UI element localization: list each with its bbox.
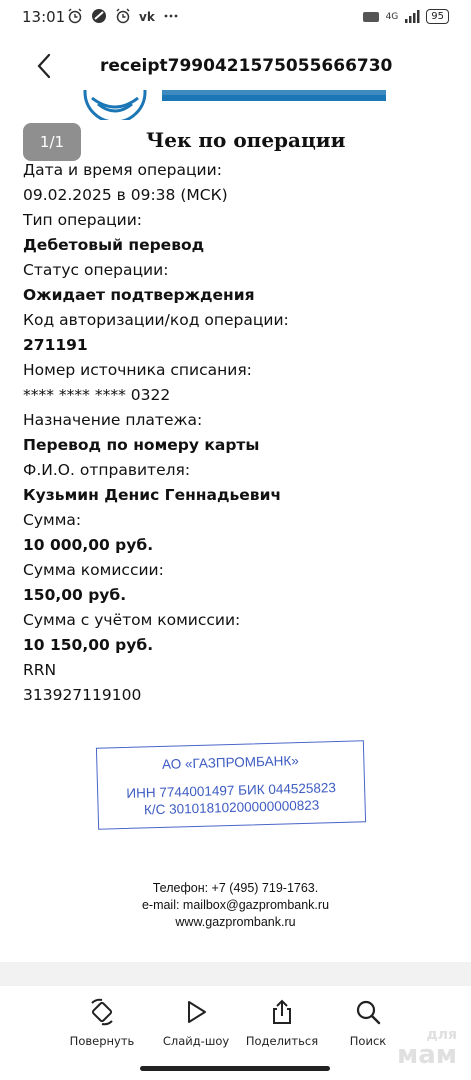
share-icon xyxy=(268,998,296,1026)
watermark-bottom: мам xyxy=(396,1040,457,1070)
contact-email: e-mail: mailbox@gazprombank.ru xyxy=(141,898,330,912)
field-value: Кузьмин Денис Геннадьевич xyxy=(23,486,282,504)
app-bar xyxy=(0,42,471,92)
rotate-icon xyxy=(88,998,116,1026)
vk-icon xyxy=(139,8,155,24)
field-label: Тип операции: xyxy=(23,211,143,229)
field-label: Код авторизации/код операции: xyxy=(23,311,289,329)
field-status xyxy=(23,258,463,308)
svg-text:vk: vk xyxy=(139,10,155,24)
chevron-left-icon xyxy=(36,53,52,79)
contact-phone: Телефон: +7 (495) 719-1763. xyxy=(152,881,319,895)
field-value: **** **** **** 0322 xyxy=(23,386,171,404)
search-label: Поиск xyxy=(349,1034,387,1048)
back-button[interactable] xyxy=(28,50,60,82)
more-dots-icon xyxy=(163,8,179,24)
field-value: 09.02.2025 в 09:38 (МСК) xyxy=(23,186,228,204)
field-purpose xyxy=(23,408,463,458)
field-value: 271191 xyxy=(23,336,88,354)
field-amount xyxy=(23,508,463,558)
field-label: RRN xyxy=(23,661,57,679)
field-value: 10 150,00 руб. xyxy=(23,636,154,654)
network-type: 4G xyxy=(385,11,399,22)
field-label: Назначение платежа: xyxy=(23,411,203,429)
field-value: Дебетовый перевод xyxy=(23,236,205,254)
stamp-inn-bik: ИНН 7744001497 БИК 044525823 xyxy=(126,780,337,801)
watermark-top: для xyxy=(426,1027,457,1043)
field-rrn xyxy=(23,658,463,708)
bank-logo xyxy=(80,90,400,120)
status-bar xyxy=(0,0,471,36)
field-source-number xyxy=(23,358,463,408)
alarm-icon xyxy=(115,8,131,24)
field-label: Статус операции: xyxy=(23,261,169,279)
field-value: 313927119100 xyxy=(23,686,142,704)
slideshow-button[interactable] xyxy=(151,998,241,1048)
stamp-bank-name: АО «ГАЗПРОМБАНК» xyxy=(161,753,299,772)
bank-stamp xyxy=(96,740,366,829)
stamp-correspondent-account: К/С 30101810200000000823 xyxy=(143,797,320,818)
field-value: 150,00 руб. xyxy=(23,586,127,604)
field-label: Номер источника списания: xyxy=(23,361,252,379)
bank-contacts xyxy=(0,880,471,931)
field-datetime xyxy=(23,158,463,208)
rotate-button[interactable] xyxy=(57,998,147,1048)
field-label: Сумма комиссии: xyxy=(23,561,164,579)
signal-icon xyxy=(404,10,420,24)
rotate-label: Повернуть xyxy=(69,1034,135,1048)
share-button[interactable] xyxy=(237,998,327,1048)
field-total xyxy=(23,608,463,658)
app-notification-icon xyxy=(91,8,107,24)
share-label: Поделиться xyxy=(245,1034,319,1048)
play-icon xyxy=(182,998,210,1026)
wifi-calling-icon xyxy=(362,10,380,24)
field-value: Ожидает подтверждения xyxy=(23,286,255,304)
field-value: 10 000,00 руб. xyxy=(23,536,154,554)
field-label: Дата и время операции: xyxy=(23,161,222,179)
alarm-icon xyxy=(67,8,83,24)
site-watermark xyxy=(397,1028,457,1068)
field-label: Сумма с учётом комиссии: xyxy=(23,611,241,629)
contact-website: www.gazprombank.ru xyxy=(175,915,296,929)
field-operation-type xyxy=(23,208,463,258)
home-indicator[interactable] xyxy=(140,1066,330,1071)
field-label: Ф.И.О. отправителя: xyxy=(23,461,191,479)
page-indicator: 1/1 xyxy=(23,123,81,161)
field-sender-name xyxy=(23,458,463,508)
battery-level: 95 xyxy=(426,9,449,24)
divider xyxy=(0,962,471,986)
status-indicators xyxy=(362,9,449,24)
field-auth-code xyxy=(23,308,463,358)
file-name: receipt7990421575055666730 xyxy=(100,56,393,76)
field-fee xyxy=(23,558,463,608)
search-icon xyxy=(354,998,382,1026)
field-label: Сумма: xyxy=(23,511,82,529)
slideshow-label: Слайд-шоу xyxy=(162,1034,230,1048)
notification-icons xyxy=(67,8,179,24)
field-value: Перевод по номеру карты xyxy=(23,436,260,454)
clock: 13:01 xyxy=(22,8,66,26)
receipt-title: Чек по операции xyxy=(146,128,346,152)
receipt-fields xyxy=(23,158,463,708)
